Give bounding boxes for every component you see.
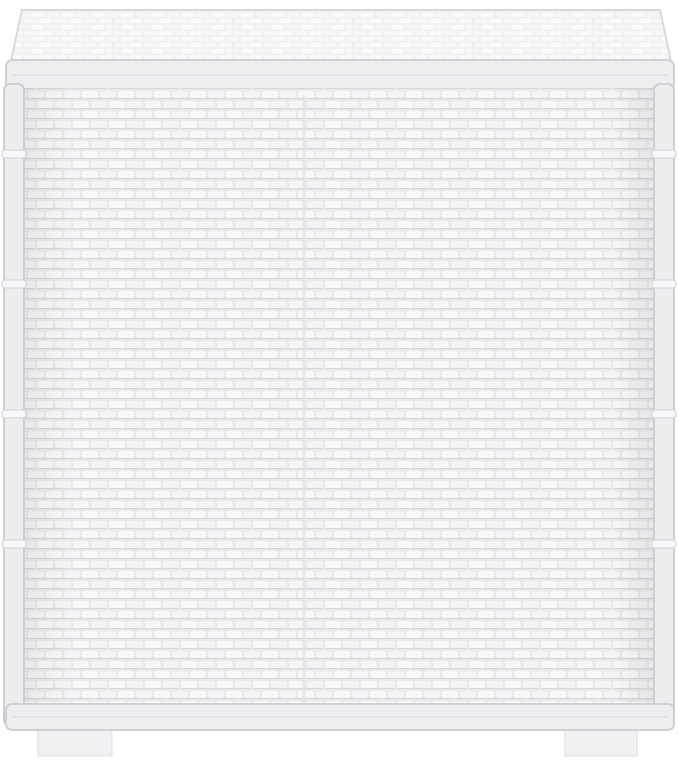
table-top: [10, 10, 672, 66]
left-corner-post: [4, 84, 24, 726]
right-corner-post: [654, 84, 674, 726]
